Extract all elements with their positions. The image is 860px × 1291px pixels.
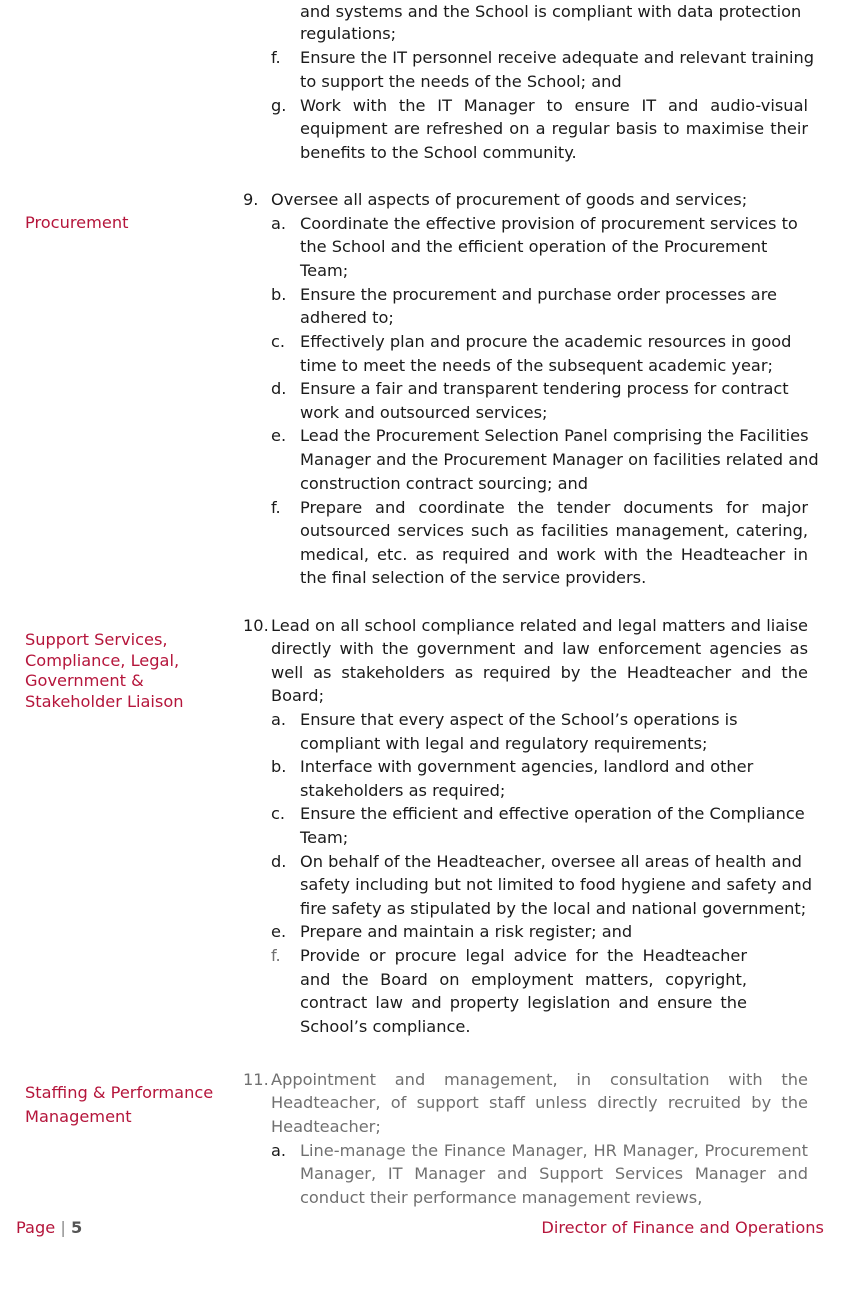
list-marker: d. [271, 379, 287, 398]
side-heading-line: Compliance, Legal, [25, 650, 180, 670]
page-label: Page [16, 1218, 56, 1237]
list-marker: b. [271, 757, 287, 776]
list-marker: f. [271, 48, 281, 67]
body-line: Manager and the Procurement Manager on facilities related and [300, 450, 819, 469]
body-line: benefits to the School community. [300, 143, 577, 162]
body-line: conduct their performance management reviews, [300, 1188, 703, 1207]
side-heading-staffing [25, 1081, 213, 1128]
page-footer-number [16, 1217, 82, 1239]
body-line: Ensure that every aspect of the School’s operations is [300, 710, 738, 729]
body-line: outsourced services such as facilities management, catering, [300, 521, 808, 540]
body-line: Oversee all aspects of procurement of goods and services; [271, 190, 748, 209]
body-line: the School and the efficient operation of the Procurement [300, 237, 768, 256]
body-line: adhered to; [300, 308, 394, 327]
body-line: work and outsourced services; [300, 403, 548, 422]
body-line: On behalf of the Headteacher, oversee all areas of health and [300, 852, 802, 871]
body-line: Team; [300, 828, 349, 847]
body-line: Appointment and management, in consultation with the [271, 1070, 808, 1089]
body-line: construction contract sourcing; and [300, 474, 589, 493]
list-marker: a. [271, 1141, 287, 1160]
side-heading-line: Stakeholder Liaison [25, 691, 184, 711]
body-line: Headteacher, of support staff unless directly recruited by the [271, 1093, 808, 1112]
body-line: regulations; [300, 24, 397, 43]
footer-separator: | [60, 1218, 66, 1237]
body-line: the final selection of the service providers. [300, 568, 647, 587]
body-line: Prepare and maintain a risk register; and [300, 922, 633, 941]
footer-document-title: Director of Finance and Operations [541, 1218, 824, 1237]
body-line: Ensure a fair and transparent tendering process for contract [300, 379, 789, 398]
side-heading-support [25, 630, 184, 712]
body-line: Headteacher; [271, 1117, 381, 1136]
list-marker: d. [271, 852, 287, 871]
body-line: well as stakeholders as required by the Headteacher and the [271, 663, 808, 682]
list-marker: c. [271, 332, 286, 351]
body-line: and the Board on employment matters, copyright, [300, 970, 747, 989]
side-heading-line: Support Services, [25, 630, 168, 649]
body-line: Team; [300, 261, 349, 280]
list-number: 10. [243, 616, 269, 635]
body-line: Board; [271, 686, 325, 705]
body-line: Lead on all school compliance related and legal matters and liaise [271, 616, 808, 635]
body-line: directly with the government and law enforcement agencies as [271, 639, 808, 658]
body-line: equipment are refreshed on a regular basis to maximise their [300, 119, 808, 138]
side-heading-procurement: Procurement [25, 213, 129, 232]
body-line: to support the needs of the School; and [300, 72, 622, 91]
body-line: Interface with government agencies, landlord and other [300, 757, 754, 776]
side-heading-line: Government & [25, 671, 144, 690]
list-marker: b. [271, 285, 287, 304]
list-number: 11. [243, 1070, 269, 1089]
body-line: time to meet the needs of the subsequent academic year; [300, 356, 773, 375]
body-line: stakeholders as required; [300, 781, 506, 800]
body-line: Ensure the procurement and purchase order processes are [300, 285, 777, 304]
side-heading-line: Staffing & Performance [25, 1083, 214, 1102]
body-line: Prepare and coordinate the tender documents for major [300, 498, 808, 517]
body-line: Lead the Procurement Selection Panel comprising the Facilities [300, 426, 809, 445]
list-marker: f. [271, 498, 281, 517]
body-line: Work with the IT Manager to ensure IT and audio-visual [300, 96, 808, 115]
body-line: Ensure the efficient and effective operation of the Compliance [300, 804, 805, 823]
body-line: Manager, IT Manager and Support Services Manager and [300, 1164, 808, 1183]
body-line: Coordinate the effective provision of procurement services to [300, 214, 798, 233]
body-line: fire safety as stipulated by the local and national government; [300, 899, 807, 918]
list-marker: a. [271, 214, 287, 233]
list-marker: c. [271, 804, 286, 823]
side-heading-line: Management [25, 1106, 132, 1126]
page-number: 5 [70, 1218, 83, 1237]
body-line: Line-manage the Finance Manager, HR Manager, Procurement [300, 1141, 808, 1160]
list-marker: f. [271, 946, 281, 965]
body-line: medical, etc. as required and work with the Headteacher in [300, 545, 808, 564]
body-line: Ensure the IT personnel receive adequate and relevant training [300, 48, 815, 67]
body-line: contract law and property legislation and ensure the [300, 993, 747, 1012]
list-marker: e. [271, 426, 287, 445]
list-marker: e. [271, 922, 287, 941]
list-number: 9. [243, 190, 259, 209]
body-line: compliant with legal and regulatory requirements; [300, 734, 708, 753]
list-marker: g. [271, 96, 287, 115]
body-line: Provide or procure legal advice for the Headteacher [300, 946, 747, 965]
body-line: Effectively plan and procure the academic resources in good [300, 332, 792, 351]
body-line: and systems and the School is compliant with data protection [300, 2, 802, 21]
body-line: safety including but not limited to food hygiene and safety and [300, 875, 813, 894]
body-line: School’s compliance. [300, 1017, 471, 1036]
list-marker: a. [271, 710, 287, 729]
